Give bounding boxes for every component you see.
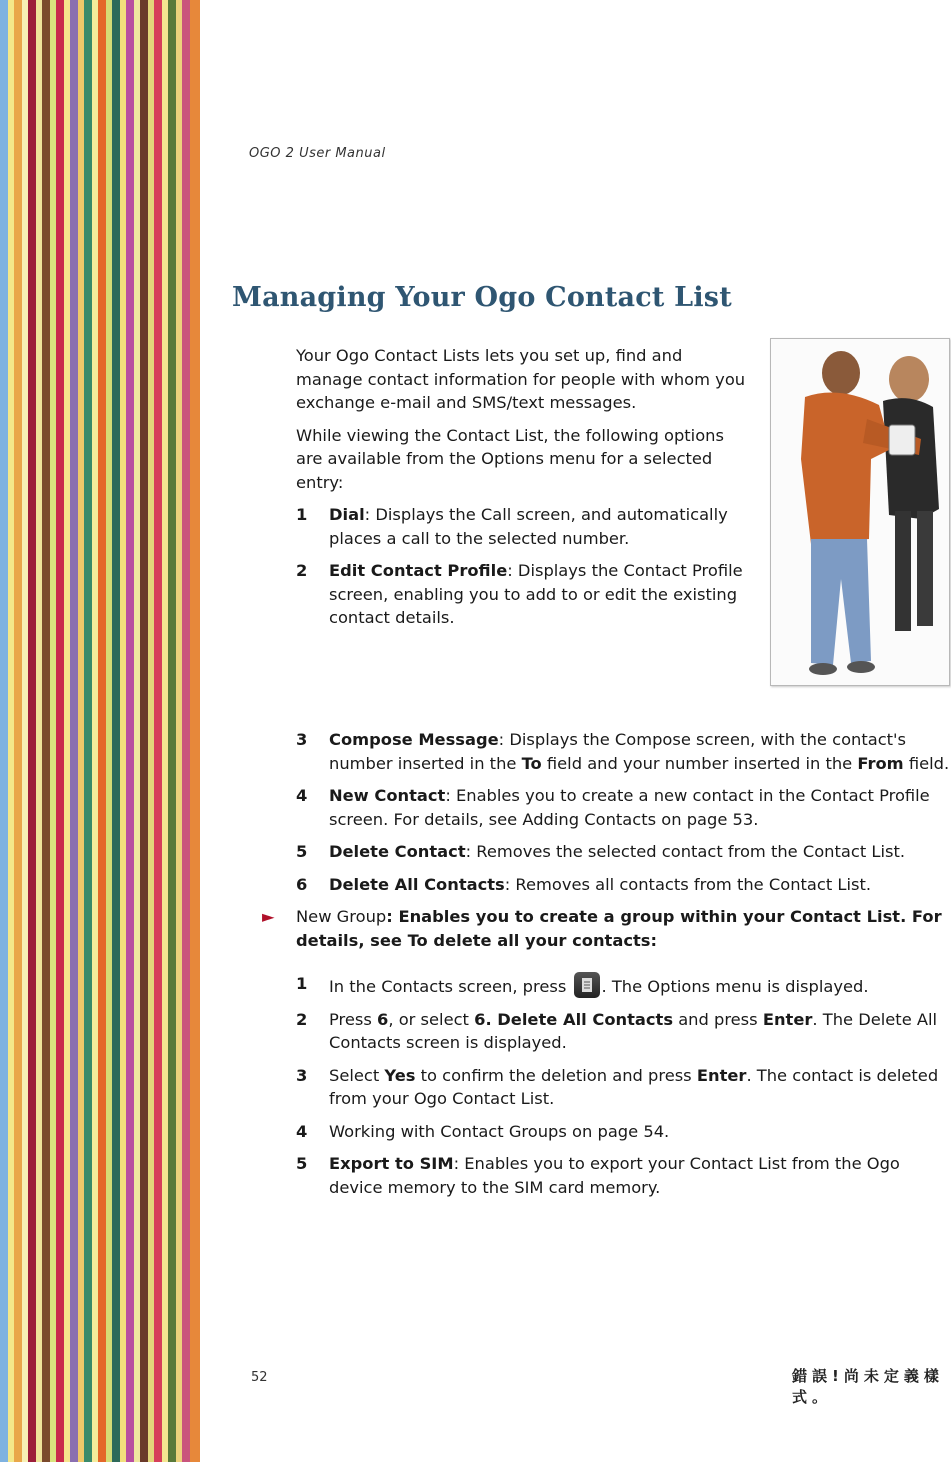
options-section bbox=[262, 728, 951, 1208]
item-term: Delete Contact bbox=[329, 842, 466, 861]
step-item bbox=[296, 1064, 951, 1111]
intro-section bbox=[296, 344, 751, 639]
item-desc: : Displays the Call screen, and automatically places a call to the selected number. bbox=[329, 505, 728, 548]
item-number: 1 bbox=[296, 505, 308, 524]
menu-key-icon bbox=[574, 972, 600, 998]
footer-style-error: 錯誤!尚未定義樣式。 bbox=[792, 1367, 944, 1406]
step-text: In the Contacts screen, press bbox=[329, 977, 572, 996]
option-label: Yes bbox=[384, 1065, 416, 1085]
item-term: Export to SIM bbox=[329, 1154, 454, 1173]
page-title: Managing Your Ogo Contact List bbox=[232, 282, 732, 313]
step-text: . The Options menu is displayed. bbox=[601, 977, 869, 996]
arrow-bullet-icon: ► bbox=[262, 907, 275, 926]
item-desc: : Enables you to export your Contact List from the Ogo device memory to the SIM card memory. bbox=[329, 1154, 900, 1197]
list-item bbox=[296, 840, 951, 864]
key-label: Enter bbox=[696, 1065, 747, 1085]
item-term: Edit Contact Profile bbox=[329, 561, 508, 580]
key-label: 6 bbox=[377, 1009, 389, 1029]
list-item bbox=[296, 503, 751, 550]
step-number: 2 bbox=[296, 1009, 308, 1029]
item-term: Dial bbox=[329, 505, 365, 524]
step-text: Select bbox=[329, 1065, 385, 1085]
item-desc: : Removes the selected contact from the Contact List. bbox=[465, 842, 906, 861]
list-item bbox=[296, 784, 951, 831]
step-text: . The Delete All Contacts screen is displayed. bbox=[329, 1009, 938, 1052]
people-photo bbox=[770, 338, 950, 686]
step-text: , or select bbox=[388, 1009, 475, 1029]
step-text: to confirm the deletion and press bbox=[415, 1065, 697, 1085]
intro-paragraph: While viewing the Contact List, the following options are available from the Options menu for a selected entry: bbox=[296, 425, 724, 492]
item-term: Compose Message bbox=[329, 730, 499, 749]
item-number: 6 bbox=[296, 874, 308, 894]
step-item bbox=[296, 1152, 951, 1199]
step-item bbox=[296, 1008, 951, 1055]
decorative-stripes bbox=[0, 0, 200, 1462]
step-item bbox=[296, 972, 951, 999]
item-desc: : Displays the Contact Profile screen, enabling you to add to or edit the existing contact details. bbox=[329, 561, 743, 627]
item-number: 5 bbox=[296, 842, 308, 861]
item-desc: field. bbox=[903, 753, 950, 773]
list-item bbox=[296, 873, 951, 897]
arrow-list-item bbox=[262, 905, 951, 952]
item-number: 4 bbox=[296, 786, 308, 805]
page-number: 52 bbox=[251, 1370, 268, 1385]
menu-option-label: 6. Delete All Contacts bbox=[474, 1009, 674, 1029]
list-item bbox=[296, 728, 951, 775]
intro-paragraph: Your Ogo Contact Lists lets you set up, find and manage contact information for people with whom you exchange e-mail and SMS/text messages. bbox=[296, 346, 746, 412]
step-text: Working with Contact Groups on page 54. bbox=[329, 1121, 670, 1141]
field-name: From bbox=[857, 753, 904, 773]
item-number: 2 bbox=[296, 561, 308, 580]
item-number: 3 bbox=[296, 730, 308, 749]
item-term: New Contact bbox=[329, 786, 446, 805]
item-desc: : Displays the Compose screen, with the contact's number inserted in the bbox=[329, 730, 907, 773]
step-text: . The contact is deleted from your Ogo Contact List. bbox=[329, 1065, 939, 1108]
item-desc: field and your number inserted in the bbox=[541, 753, 858, 773]
step-number: 5 bbox=[296, 1154, 308, 1173]
item-desc: : Enables you to create a new contact in the Contact Profile screen. For details, see Adding Contacts on page 53. bbox=[329, 786, 930, 829]
step-text: Press bbox=[329, 1009, 378, 1029]
step-number: 4 bbox=[296, 1121, 308, 1141]
field-name: To bbox=[521, 753, 542, 773]
item-bold-text: : Enables you to create a group within your Contact List. For details, see To delete all your contacts: bbox=[296, 907, 942, 950]
step-number: 3 bbox=[296, 1065, 308, 1085]
list-item bbox=[296, 559, 751, 630]
step-item bbox=[296, 1120, 951, 1144]
item-lead: New Group bbox=[296, 907, 387, 926]
step-number: 1 bbox=[296, 974, 308, 993]
item-term: Delete All Contacts bbox=[329, 874, 505, 894]
key-label: Enter bbox=[762, 1009, 813, 1029]
people-illustration bbox=[771, 339, 949, 685]
item-desc: : Removes all contacts from the Contact List. bbox=[504, 874, 872, 894]
running-header: OGO 2 User Manual bbox=[249, 146, 386, 161]
step-text: and press bbox=[673, 1009, 763, 1029]
